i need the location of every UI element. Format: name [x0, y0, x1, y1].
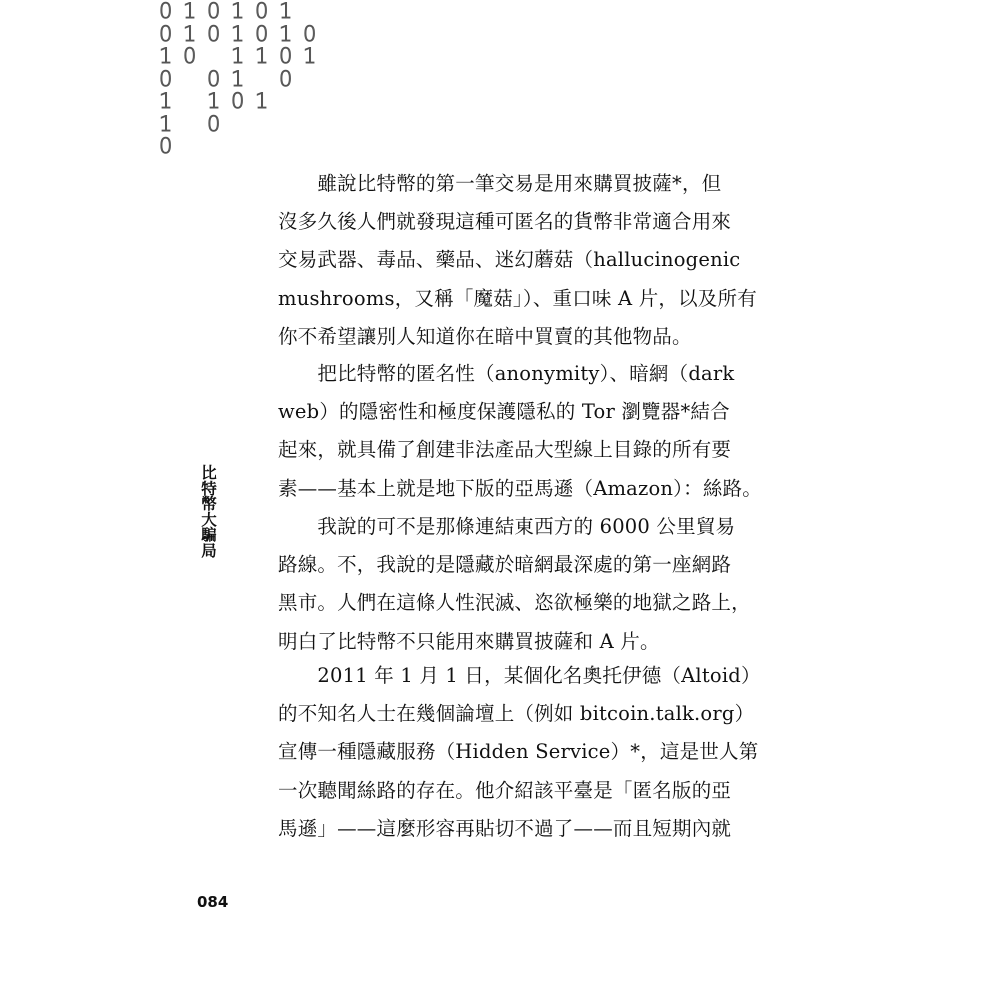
binary-digit: 1 [183, 0, 197, 23]
binary-digit: 1 [159, 44, 173, 68]
binary-digit [183, 113, 196, 136]
text-line: 黑市。人們在這條人性泯滅、恣欲極樂的地獄之路上， [278, 591, 751, 615]
binary-digit: 1 [255, 44, 269, 68]
binary-column [159, 0, 172, 158]
text-line: 起來，就具備了創建非法產品大型線上目錄的所有要 [278, 438, 732, 462]
text-line: 雖說比特幣的第一筆交易是用來購買披薩*，但 [278, 172, 722, 195]
binary-digit: 1 [231, 21, 245, 46]
binary-digit: 0 [231, 89, 245, 113]
binary-digit: 1 [183, 21, 197, 46]
binary-digit [255, 113, 268, 136]
binary-digit: 0 [303, 21, 317, 46]
binary-digit: 1 [231, 0, 245, 23]
binary-digit: 0 [279, 44, 293, 68]
binary-digit: 0 [183, 44, 197, 68]
text-line: 我說的可不是那條連結東西方的 6000 公里貿易 [278, 515, 736, 538]
binary-digit [183, 68, 196, 91]
binary-digit: 1 [255, 89, 269, 113]
text-line: 馬遜」——這麼形容再貼切不過了——而且短期內就 [278, 816, 732, 840]
binary-digit: 1 [159, 111, 173, 136]
binary-digit: 1 [231, 66, 245, 91]
binary-digit: 1 [279, 21, 293, 46]
binary-digit: 1 [279, 0, 293, 23]
text-line: 的不知名人士在幾個論壇上（例如 bitcoin.talk.org） [278, 702, 755, 726]
binary-digit [255, 68, 268, 91]
side-title-char: 大 [201, 510, 217, 529]
binary-column [183, 0, 196, 135]
text-line: 你不希望讓別人知道你在暗中買賣的其他物品。 [278, 324, 692, 348]
side-title-char: 局 [201, 541, 217, 560]
text-line: 宣傳一種隱藏服務（Hidden Service）*，這是世人第 [278, 740, 759, 764]
binary-column [303, 0, 316, 90]
binary-digit [231, 113, 244, 136]
text-line: 沒多久後人們就發現這種可匿名的貨幣非常適合用來 [278, 210, 732, 234]
paragraph [278, 508, 751, 661]
binary-digit [183, 90, 196, 113]
paragraph [278, 657, 761, 848]
binary-digit: 1 [207, 89, 221, 113]
binary-digit: 1 [159, 89, 173, 113]
binary-digit: 0 [207, 111, 221, 136]
binary-digit: 0 [255, 0, 269, 23]
binary-column [207, 0, 220, 135]
text-line: 2011 年 1 月 1 日，某個化名奧托伊德（Altoid） [278, 664, 761, 687]
binary-column [279, 0, 292, 113]
binary-digit: 0 [207, 66, 221, 91]
binary-digit: 0 [255, 21, 269, 46]
text-line: mushrooms，又稱「魔菇」）、重口味 A 片，以及所有 [278, 286, 757, 310]
paragraph [278, 355, 762, 508]
binary-digit: 0 [159, 21, 173, 46]
binary-digit [279, 90, 292, 113]
side-title-char: 騙 [201, 526, 217, 544]
text-line: 把比特幣的匿名性（anonymity）、暗網（dark [278, 362, 735, 385]
binary-column [255, 0, 268, 135]
binary-digit: 1 [231, 44, 245, 68]
binary-digit: 0 [279, 66, 293, 91]
binary-digit [207, 45, 220, 68]
side-title-char: 特 [201, 479, 217, 498]
text-line: 交易武器、毒品、藥品、迷幻蘑菇（hallucinogenic [278, 248, 741, 272]
paragraph [278, 165, 757, 356]
binary-digit [303, 0, 316, 23]
text-line: 一次聽聞絲路的存在。他介紹該平臺是「匿名版的亞 [278, 778, 732, 802]
binary-digit [303, 68, 316, 91]
binary-digit: 0 [159, 134, 173, 158]
text-line: 明白了比特幣不只能用來購買披薩和 A 片。 [278, 629, 660, 653]
side-title-char: 幣 [201, 495, 217, 513]
binary-column [231, 0, 244, 135]
text-line: 素——基本上就是地下版的亞馬遜（Amazon）：絲路。 [278, 476, 762, 500]
binary-digit: 0 [207, 21, 221, 46]
page-number: 084 [197, 893, 229, 911]
binary-digit: 0 [159, 0, 173, 23]
side-title-char: 比 [201, 464, 217, 482]
binary-digit: 1 [303, 44, 317, 68]
text-line: web）的隱密性和極度保護隱私的 Tor 瀏覽器*結合 [278, 400, 730, 424]
binary-digit: 0 [207, 0, 221, 23]
running-head-book-title [199, 466, 219, 559]
text-line: 路線。不，我說的是隱藏於暗網最深處的第一座網路 [278, 553, 732, 577]
binary-digit: 0 [159, 66, 173, 91]
